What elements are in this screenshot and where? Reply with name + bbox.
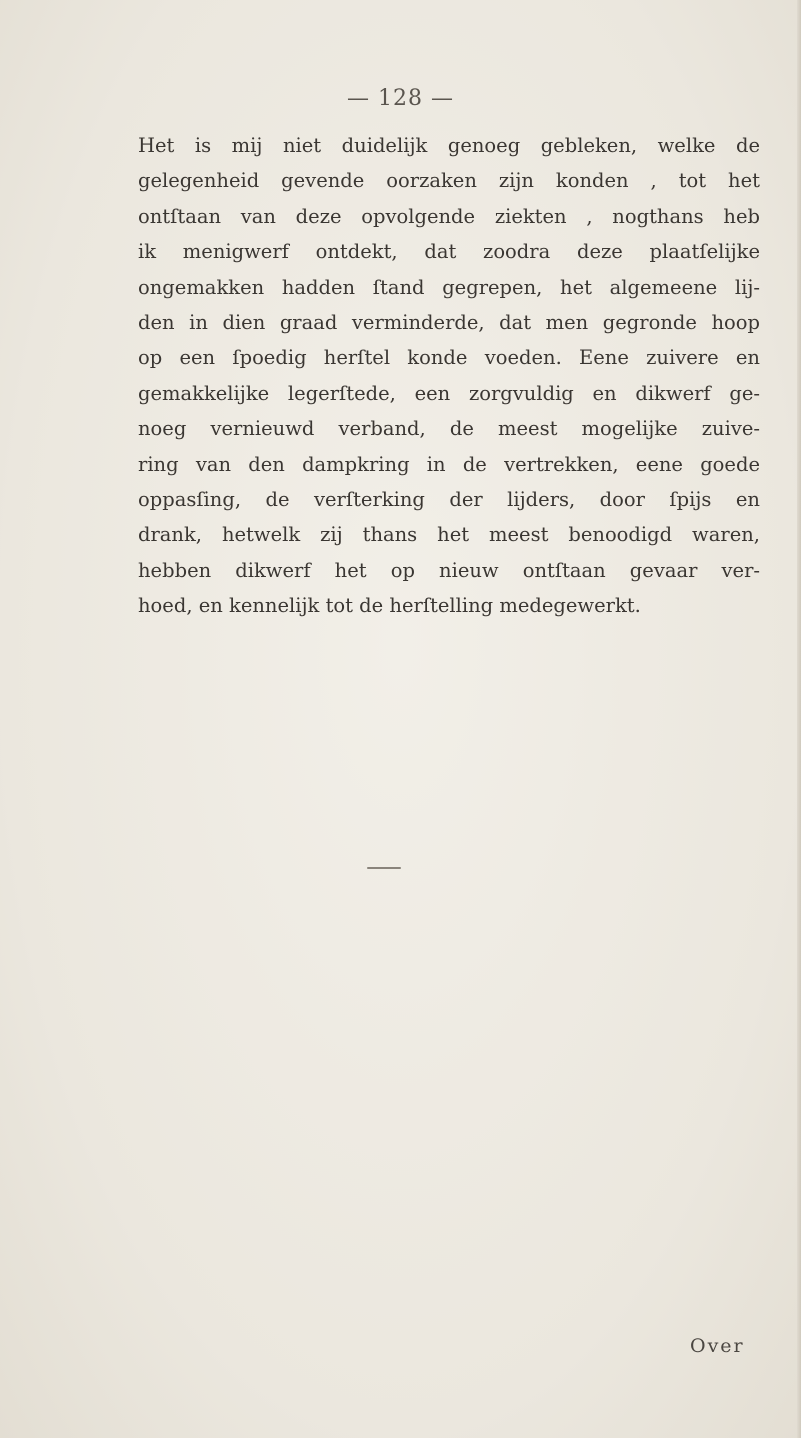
- text-line: den in dien graad verminderde, dat men gegronde hoop: [138, 311, 760, 335]
- catchword: Over: [690, 1335, 745, 1357]
- text-line: drank, hetwelk zij thans het meest benoodigd waren,: [138, 523, 760, 547]
- text-line: Het is mij niet duidelijk genoeg gebleken, welke de: [138, 134, 760, 157]
- text-line: oppasſing, de verſterking der lijders, door ſpijs en: [138, 488, 760, 512]
- text-line: ontſtaan van deze opvolgende ziekten , nogthans heb: [138, 204, 760, 228]
- text-line: hebben dikwerf het op nieuw ontſtaan gevaar ver-: [138, 558, 760, 582]
- body-paragraph: [138, 128, 760, 624]
- page-edge-shadow: [797, 0, 801, 1438]
- text-line: hoed, en kennelijk tot de herſtelling medegewerkt.: [138, 594, 641, 618]
- text-line: ik menigwerf ontdekt, dat zoodra deze plaatſelijke: [138, 240, 760, 264]
- text-line: ring van den dampkring in de vertrekken, eene goede: [138, 452, 760, 476]
- text-line: gelegenheid gevende oorzaken zijn konden , tot het: [138, 169, 760, 193]
- page-number: — 128 —: [347, 86, 454, 111]
- text-line: ongemakken hadden ſtand gegrepen, het algemeene lij-: [138, 275, 760, 299]
- text-line: noeg vernieuwd verband, de meest mogelijke zuive-: [138, 417, 760, 441]
- text-line: op een ſpoedig herſtel konde voeden. Eene zuivere en: [138, 346, 760, 370]
- text-line: gemakkelijke legerſtede, een zorgvuldig en dikwerf ge-: [138, 381, 760, 405]
- section-ornament: [367, 867, 401, 869]
